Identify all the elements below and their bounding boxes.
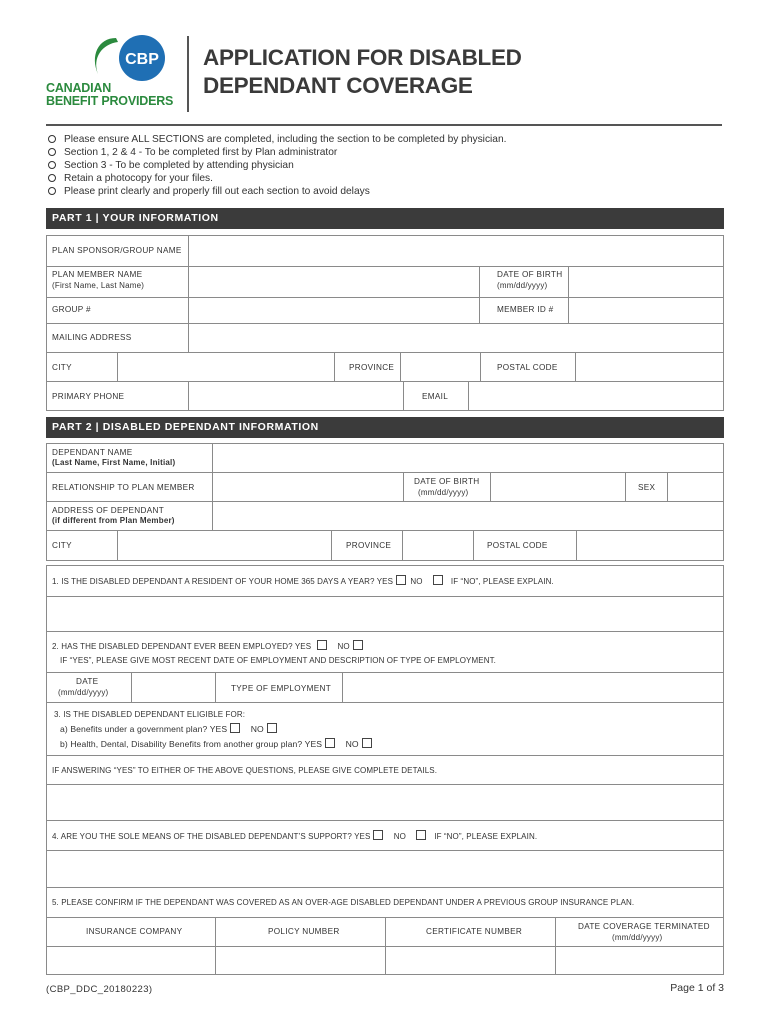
certificate-number-label: CERTIFICATE NUMBER — [426, 927, 523, 936]
employment-type-field[interactable] — [342, 672, 724, 703]
q4-explain-field[interactable] — [46, 850, 724, 888]
q1-text: 1. IS THE DISABLED DEPENDANT A RESIDENT OF YOUR HOME 365 DAYS A YEAR? YES NO IF “NO”, PLEASE EXPLAIN. — [52, 577, 554, 586]
header-divider — [187, 36, 189, 112]
instruction-item: Please ensure ALL SECTIONS are completed, including the section to be completed by physician. — [46, 133, 506, 146]
date-terminated-label: DATE COVERAGE TERMINATED — [578, 922, 710, 931]
primary-phone-label: PRIMARY PHONE — [52, 392, 125, 401]
circle-bullet-icon — [48, 148, 56, 156]
dependant-name-hint: (Last Name, First Name, Initial) — [52, 458, 176, 467]
plan-member-name-hint: (First Name, Last Name) — [52, 281, 145, 290]
group-field[interactable] — [188, 297, 480, 324]
q3a-text: a) Benefits under a government plan? YES NO — [60, 723, 279, 735]
dependant-province-label: PROVINCE — [346, 541, 392, 550]
instruction-item: Please print clearly and properly fill out each section to avoid delays — [46, 185, 506, 198]
employment-date-field[interactable] — [131, 672, 216, 703]
sex-label: SEX — [638, 483, 656, 492]
circle-bullet-icon — [48, 135, 56, 143]
dependant-address-hint: (if different from Plan Member) — [52, 516, 175, 525]
logo-initials: CBP — [125, 51, 159, 68]
page-number: Page 1 of 3 — [670, 982, 724, 994]
dependant-name-field[interactable] — [212, 443, 724, 473]
dependant-name-label: DEPENDANT NAME — [52, 448, 133, 457]
relationship-label: RELATIONSHIP TO PLAN MEMBER — [52, 483, 195, 492]
form-code: (CBP_DDC_20180223) — [46, 984, 153, 995]
insurance-company-label: INSURANCE COMPANY — [86, 927, 183, 936]
insurance-company-field[interactable] — [46, 946, 216, 975]
title-line1: APPLICATION FOR DISABLED — [203, 45, 522, 70]
q1-explain-field[interactable] — [46, 596, 724, 632]
plan-member-dob-label: DATE OF BIRTH — [497, 270, 563, 279]
plan-member-name-field[interactable] — [188, 266, 480, 298]
policy-number-label: POLICY NUMBER — [268, 927, 340, 936]
logo-wordmark — [46, 82, 173, 108]
q1-yes-checkbox[interactable] — [396, 575, 406, 585]
email-field[interactable] — [468, 381, 724, 411]
date-terminated-field[interactable] — [555, 946, 724, 975]
group-label: GROUP # — [52, 305, 91, 314]
employment-date-label: DATE — [76, 677, 99, 686]
province-label: PROVINCE — [349, 363, 395, 372]
dependant-dob-field[interactable] — [490, 472, 626, 502]
q4-yes-checkbox[interactable] — [373, 830, 383, 840]
circle-bullet-icon — [48, 187, 56, 195]
mailing-address-field[interactable] — [188, 323, 724, 353]
plan-sponsor-label: PLAN SPONSOR/GROUP NAME — [52, 246, 182, 255]
plan-member-dob-hint: (mm/dd/yyyy) — [497, 281, 548, 290]
q2-followup: IF “YES”, PLEASE GIVE MOST RECENT DATE OF EMPLOYMENT AND DESCRIPTION OF TYPE OF EMPLOYMENT. — [60, 656, 496, 665]
q3b-yes-checkbox[interactable] — [325, 738, 335, 748]
q1-no-checkbox[interactable] — [433, 575, 443, 585]
q3-details-text: IF ANSWERING “YES” TO EITHER OF THE ABOVE QUESTIONS, PLEASE GIVE COMPLETE DETAILS. — [52, 766, 438, 775]
q3-details-field[interactable] — [46, 784, 724, 821]
postal-code-field[interactable] — [575, 352, 724, 382]
q5-text: 5. PLEASE CONFIRM IF THE DEPENDANT WAS COVERED AS AN OVER-AGE DISABLED DEPENDANT UNDER A PREVIOUS GROUP INSURANCE PLAN. — [52, 898, 635, 907]
q3-text: 3. IS THE DISABLED DEPENDANT ELIGIBLE FOR: — [54, 710, 246, 719]
circle-bullet-icon — [48, 174, 56, 182]
logo-line2: BENEFIT PROVIDERS — [46, 94, 174, 108]
logo-mark — [46, 34, 174, 84]
instruction-item: Section 1, 2 & 4 - To be completed first by Plan administrator — [46, 146, 506, 159]
primary-phone-field[interactable] — [188, 381, 404, 411]
q3b-no-checkbox[interactable] — [362, 738, 372, 748]
relationship-field[interactable] — [212, 472, 404, 502]
dependant-postal-code-label: POSTAL CODE — [487, 541, 548, 550]
q4-text: 4. ARE YOU THE SOLE MEANS OF THE DISABLED DEPENDANT’S SUPPORT? YES NO IF “NO”, PLEASE EXPLAIN. — [52, 832, 538, 841]
province-field[interactable] — [400, 352, 481, 382]
q3b-text: b) Health, Dental, Disability Benefits from another group plan? YES NO — [60, 738, 374, 750]
dependant-address-label: ADDRESS OF DEPENDANT — [52, 506, 164, 515]
part2-heading: PART 2 | DISABLED DEPENDANT INFORMATION — [46, 417, 724, 438]
instruction-item: Section 3 - To be completed by attending physician — [46, 159, 506, 172]
city-field[interactable] — [117, 352, 335, 382]
q3a-no-checkbox[interactable] — [267, 723, 277, 733]
instructions-list — [46, 133, 506, 198]
dependant-address-field[interactable] — [212, 501, 724, 531]
logo-line1: CANADIAN — [46, 81, 112, 95]
dependant-city-label: CITY — [52, 541, 72, 550]
q2-text: 2. HAS THE DISABLED DEPENDANT EVER BEEN EMPLOYED? YES NO — [52, 640, 365, 652]
mailing-address-label: MAILING ADDRESS — [52, 333, 132, 342]
instruction-item: Retain a photocopy for your files. — [46, 172, 506, 185]
title-line2: DEPENDANT COVERAGE — [203, 73, 473, 98]
page-title — [203, 44, 522, 100]
member-id-label: MEMBER ID # — [497, 305, 554, 314]
member-id-field[interactable] — [568, 297, 724, 324]
part1-heading: PART 1 | YOUR INFORMATION — [46, 208, 724, 229]
q2-row — [46, 631, 724, 673]
city-label: CITY — [52, 363, 72, 372]
employment-type-label: TYPE OF EMPLOYMENT — [231, 684, 332, 693]
date-terminated-hint: (mm/dd/yyyy) — [612, 933, 663, 942]
q2-no-checkbox[interactable] — [353, 640, 363, 650]
sex-field[interactable] — [667, 472, 724, 502]
dependant-postal-code-field[interactable] — [576, 530, 724, 561]
postal-code-label: POSTAL CODE — [497, 363, 558, 372]
plan-member-dob-field[interactable] — [568, 266, 724, 298]
q4-no-checkbox[interactable] — [416, 830, 426, 840]
q3a-yes-checkbox[interactable] — [230, 723, 240, 733]
plan-member-name-label: PLAN MEMBER NAME — [52, 270, 143, 279]
email-label: EMAIL — [422, 392, 449, 401]
employment-date-hint: (mm/dd/yyyy) — [58, 688, 109, 697]
dependant-dob-hint: (mm/dd/yyyy) — [418, 488, 469, 497]
plan-sponsor-field[interactable] — [188, 235, 724, 267]
q2-yes-checkbox[interactable] — [317, 640, 327, 650]
dependant-city-field[interactable] — [117, 530, 332, 561]
certificate-number-field[interactable] — [385, 946, 556, 975]
circle-bullet-icon — [48, 161, 56, 169]
header-rule — [46, 124, 722, 126]
dependant-dob-label: DATE OF BIRTH — [414, 477, 480, 486]
dependant-province-field[interactable] — [402, 530, 474, 561]
policy-number-field[interactable] — [215, 946, 386, 975]
